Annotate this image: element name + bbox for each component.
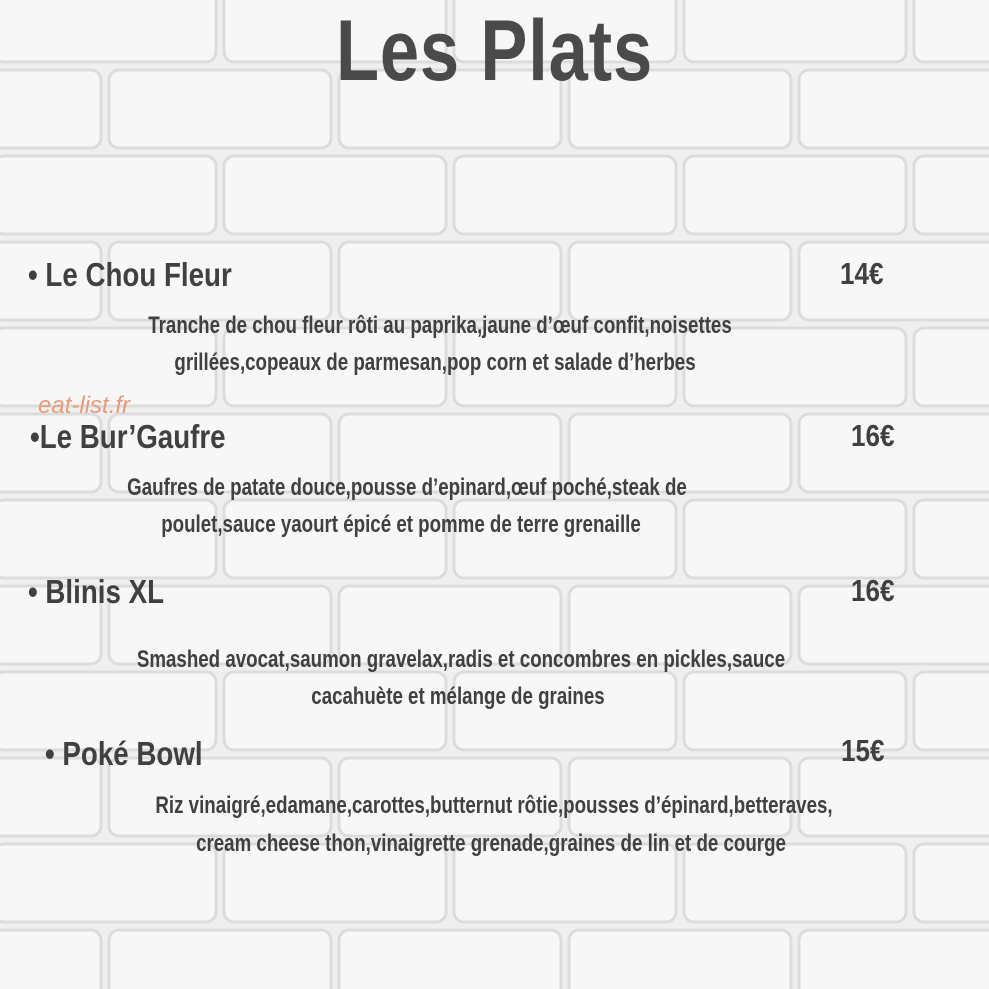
brick [454, 156, 676, 234]
watermark: eat-list.fr [38, 392, 131, 419]
item-name: •Le Bur’Gaufre [30, 418, 226, 455]
brick [914, 672, 989, 750]
brick [0, 70, 101, 148]
page-title: Les Plats [335, 3, 654, 99]
item-name: • Poké Bowl [45, 735, 203, 772]
item-description-line: grillées,copeaux de parmesan,pop corn et salade d’herbes [174, 349, 696, 376]
item-description-line: Riz vinaigré,edamane,carottes,butternut rôtie,pousses d’épinard,betteraves, [155, 792, 833, 819]
brick [914, 0, 989, 62]
brick [569, 930, 791, 989]
item-description-line: cacahuète et mélange de graines [311, 683, 605, 710]
brick [799, 930, 989, 989]
item-price: 15€ [841, 733, 885, 768]
brick [914, 328, 989, 406]
item-description-line: Tranche de chou fleur rôti au paprika,jaune d’œuf confit,noisettes [148, 312, 732, 339]
brick [914, 844, 989, 922]
brick [684, 500, 906, 578]
item-description-line: Gaufres de patate douce,pousse d’epinard,œuf poché,steak de [127, 474, 687, 501]
brick [0, 156, 216, 234]
brick [224, 156, 446, 234]
item-description-line: cream cheese thon,vinaigrette grenade,graines de lin et de courge [196, 830, 786, 857]
brick [914, 500, 989, 578]
brick [569, 242, 791, 320]
brick [339, 242, 561, 320]
brick [914, 156, 989, 234]
item-name: • Le Chou Fleur [28, 256, 232, 293]
item-name: • Blinis XL [28, 573, 165, 610]
brick [684, 156, 906, 234]
item-description-line: Smashed avocat,saumon gravelax,radis et concombres en pickles,sauce [136, 646, 786, 673]
item-description-line: poulet,sauce yaourt épicé et pomme de terre grenaille [161, 511, 641, 538]
item-price: 16€ [851, 418, 895, 453]
item-price: 14€ [840, 256, 884, 291]
brick [0, 930, 101, 989]
brick [109, 930, 331, 989]
item-price: 16€ [851, 573, 895, 608]
brick [339, 930, 561, 989]
brick [799, 242, 989, 320]
